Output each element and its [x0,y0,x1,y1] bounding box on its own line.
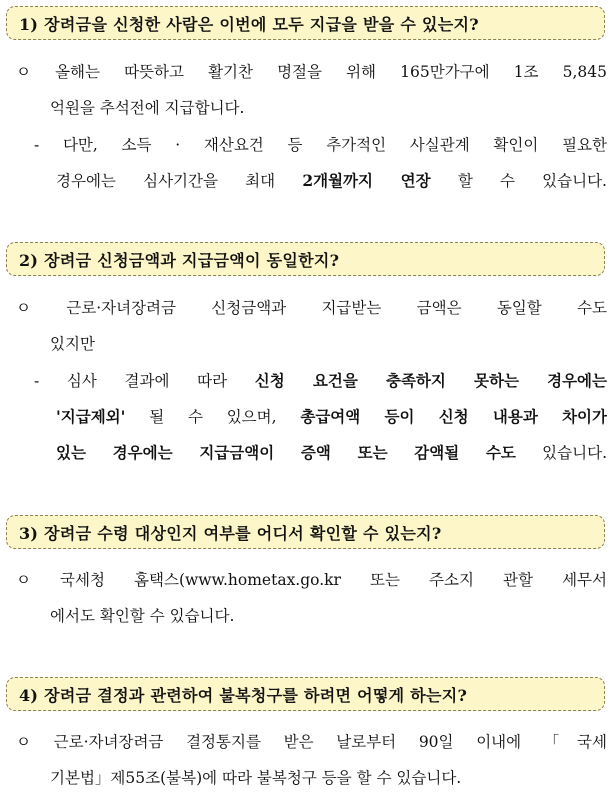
q2-dash-line-1-bold: 신청 요건을 충족하지 못하는 경우에는 [254,371,607,390]
q2-dash-line-2-bold-c: 총급여액 등이 신청 내용과 차이가 [300,407,607,426]
q1-bullet-line-1: ㅇ 올해는 따뜻하고 활기찬 명절을 위해 165만가구에 1조 5,845 [16,63,607,81]
question-2-title: 2) 장려금 신청금액과 지급금액이 동일한지? [19,250,340,270]
q2-dash-line-3 [56,441,607,463]
q2-dash-line-3-text-b: 있습니다. [542,444,607,462]
q3-bullet-line-1: ㅇ 국세청 홈택스(www.hometax.go.kr 또는 주소지 관할 세무서 [16,571,607,589]
q2-dash-line-1 [34,369,607,391]
q2-bullet-line-1: ㅇ 근로·자녀장려금 신청금액과 지급받는 금액은 동일할 수도 [16,299,607,317]
question-1-title: 1) 장려금을 신청한 사람은 이번에 모두 지급을 받을 수 있는지? [19,14,479,34]
question-1-heading [6,6,605,40]
q1-dash-line-2-text-c: 할 수 있습니다. [457,172,607,190]
q1-dash-line-2-text-a: 경우에는 심사기간을 최대 [56,172,303,190]
question-3-heading [6,515,605,549]
q1-dash-line-1: - 다만, 소득 · 재산요건 등 추가적인 사실관계 확인이 필요한 [34,136,607,154]
q2-dash-line-2-bold-a: '지급제외' [56,407,126,426]
question-4-title: 4) 장려금 결정과 관련하여 불복청구를 하려면 어떻게 하는지? [19,685,468,705]
q4-bullet-line-2: 기본법」제55조(불복)에 따라 불복청구 등을 할 수 있습니다. [50,769,462,787]
q2-dash-line-1-text-a: - 심사 결과에 따라 [34,372,255,390]
q1-dash-line-2-bold: 2개월까지 연장 [302,171,431,190]
question-3-title: 3) 장려금 수령 대상인지 여부를 어디서 확인할 수 있는지? [19,523,442,543]
q4-bullet-line-1: ㅇ 근로·자녀장려금 결정통지를 받은 날로부터 90일 이내에 「국세 [16,733,607,751]
q2-dash-line-2-text-b: 될 수 있으며, [149,408,301,426]
question-2-heading [6,242,605,276]
q2-dash-line-3-bold: 있는 경우에는 지급금액이 증액 또는 감액될 수도 [56,443,516,462]
q2-dash-line-2 [56,405,607,427]
q2-bullet-line-2: 있지만 [50,335,95,353]
question-4-heading [6,677,605,711]
q1-dash-line-2 [56,169,607,191]
q3-bullet-line-2: 에서도 확인할 수 있습니다. [50,607,235,625]
q1-bullet-line-2: 억원을 추석전에 지급합니다. [50,99,245,117]
